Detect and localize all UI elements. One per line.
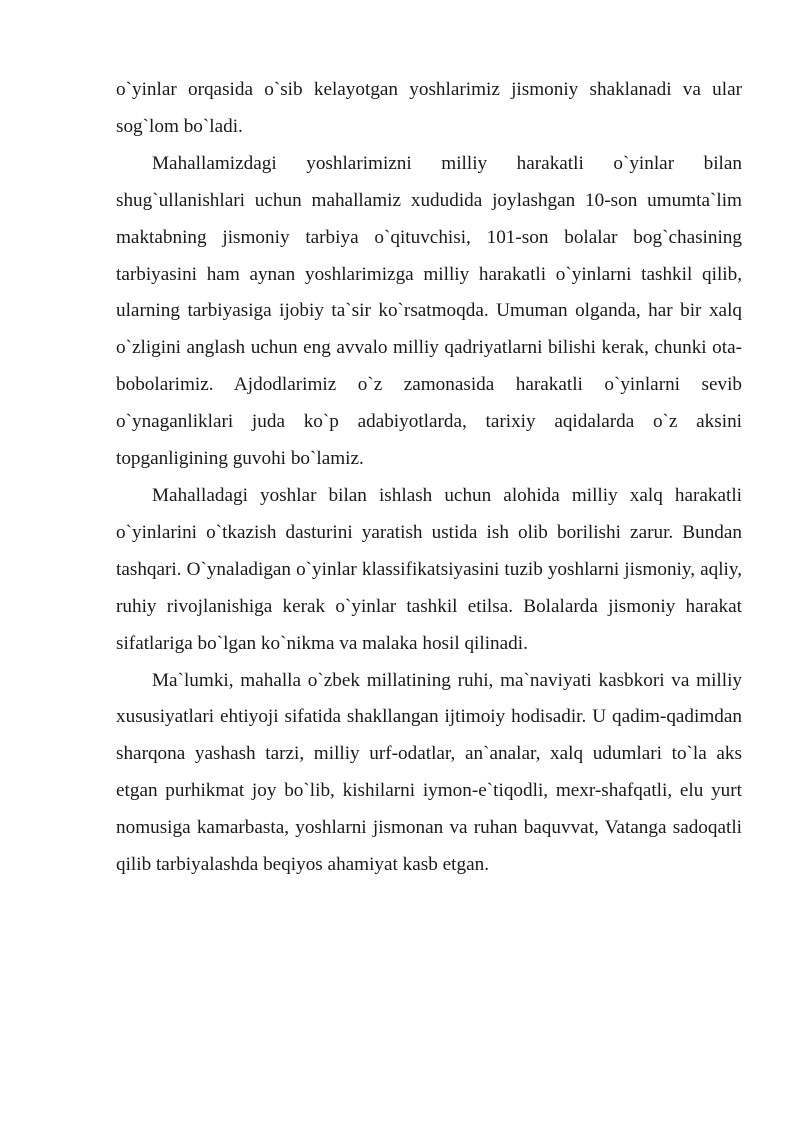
paragraph-continuation: o`yinlar orqasida o`sib kelayotgan yoshlarimiz jismoniy shaklanadi va ular sog`lom bo`ladi.	[116, 79, 742, 137]
document-page	[116, 72, 742, 884]
paragraph-mahalla-youth-games: Mahallamizdagi yoshlarimizni milliy harakatli o`yinlar bilan shug`ullanishlari uchun mahallamiz xududida joylashgan 10-son umumta`lim maktabning jismoniy tarbiya o`qituvchisi, 101-son bolalar bog`chasining tarbiyasini ham aynan yoshlarimizga milliy harakatli o`yinlarni tashkil qilib, ularning tarbiyasiga ijobiy ta`sir ko`rsatmoqda. Umuman olganda, har bir xalq o`zligini anglash uchun eng avvalo milliy qadriyatlarni bilishi kerak, chunki ota-bobolarimiz. Ajdodlarimiz o`z zamonasida harakatli o`yinlarni sevib o`ynaganliklari juda ko`p adabiyotlarda, tarixiy aqidalarda o`z aksini topganligining guvohi bo`lamiz.	[116, 152, 742, 470]
paragraph-program-creation: Mahalladagi yoshlar bilan ishlash uchun alohida milliy xalq harakatli o`yinlarini o`tkazish dasturini yaratish ustida ish olib borilishi zarur. Bundan tashqari. O`ynaladigan o`yinlar klassifikatsiyasini tuzib yoshlarni jismoniy, aqliy, ruhiy rivojlanishiga kerak o`yinlar tashkil etilsa. Bolalarda jismoniy harakat sifatlariga bo`lgan ko`nikma va malaka hosil qilinadi.	[116, 484, 742, 654]
paragraph-mahalla-spirit: Ma`lumki, mahalla o`zbek millatining ruhi, ma`naviyati kasbkori va milliy xususiyatlari ehtiyoji sifatida shakllangan ijtimoiy hodisadir. U qadim-qadimdan sharqona yashash tarzi, milliy urf-odatlar, an`analar, xalq udumlari to`la aks etgan purhikmat joy bo`lib, kishilarni iymon-e`tiqodli, mexr-shafqatli, elu yurt nomusiga kamarbasta, yoshlarni jismonan va ruhan baquvvat, Vatanga sadoqatli qilib tarbiyalashda beqiyos ahamiyat kasb etgan.	[116, 669, 742, 876]
